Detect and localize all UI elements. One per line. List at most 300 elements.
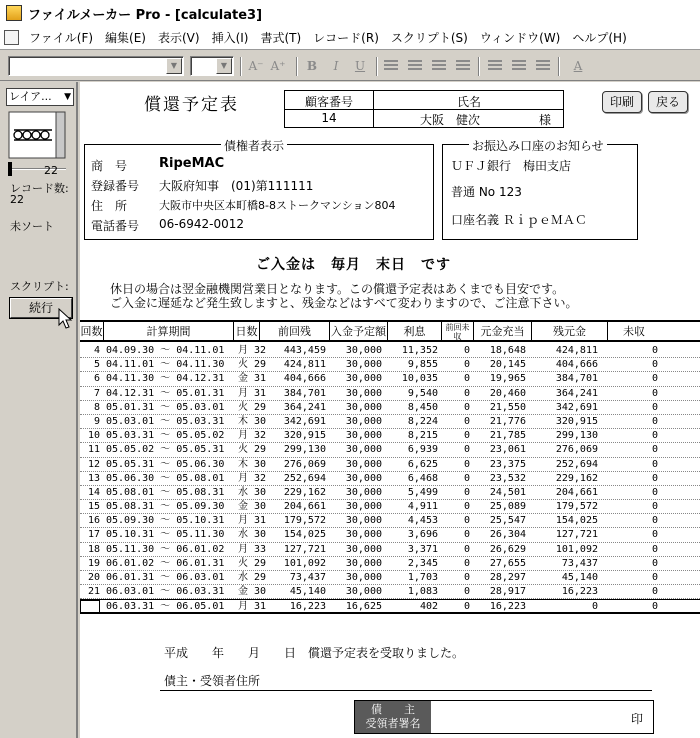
- cell-prev-unpaid: 0: [463, 572, 470, 583]
- cell-prev-unpaid: 0: [463, 586, 470, 598]
- cell-remaining: 342,691: [555, 401, 598, 413]
- cell-prev-unpaid: 0: [463, 373, 470, 385]
- cell-principal: 20,145: [489, 359, 526, 371]
- cell-period: 05.08.01 ～ 05.08.31: [106, 486, 225, 498]
- menu-records[interactable]: レコード(R): [313, 31, 379, 45]
- cell-interest: 6,625: [407, 458, 438, 470]
- customer-name-value[interactable]: 大阪 健次: [419, 113, 480, 127]
- print-button[interactable]: 印刷: [602, 91, 642, 113]
- cell-prev-balance: 424,811: [283, 359, 326, 371]
- cell-payment: 30,000: [345, 359, 382, 371]
- cell-prev-unpaid: 0: [463, 543, 470, 555]
- cell-remaining: 154,025: [555, 515, 598, 527]
- cell-interest: 402: [419, 601, 438, 613]
- cell-principal: 27,655: [489, 557, 526, 569]
- sort-status: 未ソート: [10, 220, 54, 233]
- cell-days: 32: [254, 472, 267, 484]
- cell-interest: 6,468: [407, 472, 438, 484]
- cell-days: 29: [254, 572, 267, 583]
- cell-days: 29: [254, 444, 267, 456]
- record-count-label: レコード数:: [10, 182, 69, 195]
- cell-prev-balance: 364,241: [283, 401, 326, 413]
- cell-payment: 30,000: [345, 387, 382, 399]
- cell-remaining: 45,140: [561, 572, 598, 583]
- cell-interest: 9,855: [407, 359, 438, 371]
- col-header-count: 回数: [80, 322, 104, 342]
- cell-principal: 19,965: [489, 373, 526, 385]
- cell-count: 17: [87, 529, 100, 541]
- cell-prev-balance: 299,130: [283, 444, 326, 456]
- table-row: [80, 599, 700, 613]
- cell-prev-balance: 384,701: [283, 387, 326, 399]
- cell-days: 31: [254, 515, 267, 527]
- col-header-prev-balance: 前回残: [260, 322, 330, 342]
- layout-select-label: レイア...: [9, 90, 52, 103]
- cell-principal: 24,501: [489, 486, 526, 498]
- cell-remaining: 127,721: [555, 529, 598, 541]
- title-bar: [0, 0, 700, 26]
- cell-prev-balance: 252,694: [283, 472, 326, 484]
- cell-principal: 25,089: [489, 501, 526, 513]
- cell-prev-balance: 16,223: [289, 601, 326, 613]
- account-number: 普通 No 123: [451, 185, 522, 199]
- cell-count: 6: [93, 373, 100, 385]
- cell-prev-balance: 101,092: [283, 557, 326, 569]
- cell-payment: 30,000: [345, 444, 382, 456]
- cell-unpaid: 0: [651, 472, 658, 484]
- align-right-icon[interactable]: [432, 60, 446, 72]
- cell-payment: 30,000: [345, 415, 382, 427]
- cell-unpaid: 0: [651, 345, 658, 356]
- toolbar-divider: [296, 57, 298, 76]
- cell-days: 29: [254, 359, 267, 371]
- cell-payment: 30,000: [345, 486, 382, 498]
- chevron-down-icon: ▼: [64, 92, 71, 102]
- cell-payment: 30,000: [345, 345, 382, 356]
- cell-days: 30: [254, 415, 267, 427]
- cell-count: 5: [93, 359, 100, 371]
- cell-unpaid: 0: [651, 515, 658, 527]
- table-row: [80, 528, 700, 542]
- table-row: [80, 415, 700, 429]
- text-color-button[interactable]: A: [573, 59, 583, 73]
- cell-remaining: 0: [591, 601, 598, 613]
- bank-name: ＵＦＪ銀行 梅田支店: [451, 159, 572, 173]
- col-header-remaining: 残元金: [532, 322, 608, 342]
- cell-weekday: 金: [238, 586, 248, 598]
- menu-window[interactable]: ウィンドウ(W): [479, 31, 561, 45]
- cell-weekday: 木: [238, 415, 248, 427]
- cell-prev-unpaid: 0: [463, 387, 470, 399]
- cell-days: 31: [254, 601, 267, 613]
- cell-unpaid: 0: [651, 359, 658, 371]
- customer-name-label: 氏名: [456, 95, 481, 109]
- table-row: [80, 358, 700, 372]
- cell-period: 04.11.01 ～ 04.11.30: [106, 359, 225, 371]
- cell-days: 32: [254, 345, 267, 356]
- cell-weekday: 火: [238, 401, 248, 413]
- col-header-interest: 利息: [388, 322, 442, 342]
- cell-period: 05.11.30 ～ 06.01.02: [106, 543, 225, 555]
- cell-interest: 1,703: [407, 572, 438, 583]
- cell-weekday: 金: [238, 373, 248, 385]
- signature-box: [354, 700, 654, 734]
- cell-remaining: 179,572: [555, 501, 598, 513]
- phone-value: 06-6942-0012: [159, 217, 245, 231]
- address-label: 住 所: [91, 199, 128, 213]
- cell-prev-unpaid: 0: [463, 415, 470, 427]
- bank-legend: お振込み口座のお知らせ: [469, 137, 607, 154]
- cell-principal: 16,223: [489, 601, 526, 613]
- continue-script-button[interactable]: 続行: [10, 298, 72, 318]
- cell-interest: 10,035: [401, 373, 438, 385]
- cell-prev-unpaid: 0: [463, 601, 470, 613]
- formatting-toolbar: [0, 51, 700, 81]
- cell-count: 8: [93, 401, 100, 413]
- cell-prev-balance: 229,162: [283, 486, 326, 498]
- cell-period: 05.03.31 ～ 05.05.02: [106, 430, 225, 442]
- menu-scripts[interactable]: スクリプト(S): [390, 31, 468, 45]
- cell-count: 11: [87, 444, 100, 456]
- cell-principal: 26,629: [489, 543, 526, 555]
- cell-remaining: 424,811: [555, 345, 598, 356]
- cell-unpaid: 0: [651, 529, 658, 541]
- col-header-principal: 元金充当: [474, 322, 532, 342]
- table-row: [80, 543, 700, 557]
- cell-prev-balance: 45,140: [289, 586, 326, 598]
- cell-unpaid: 0: [651, 486, 658, 498]
- cell-count: 19: [87, 557, 100, 569]
- cell-count: 18: [87, 543, 100, 555]
- account-holder: 口座名義 ＲｉｐｅＭＡＣ: [451, 213, 587, 227]
- table-row: [80, 500, 700, 514]
- phone-label: 電話番号: [91, 219, 140, 233]
- document-icon[interactable]: [4, 30, 19, 45]
- layout-select[interactable]: [6, 88, 74, 106]
- cell-principal: 21,785: [489, 430, 526, 442]
- cell-payment: 30,000: [345, 557, 382, 569]
- cell-weekday: 水: [238, 486, 248, 498]
- cell-unpaid: 0: [651, 444, 658, 456]
- cell-days: 31: [254, 387, 267, 399]
- toolbar-divider: [558, 57, 560, 76]
- cell-period: 05.05.02 ～ 05.05.31: [106, 444, 225, 456]
- cell-period: 05.10.31 ～ 05.11.30: [106, 529, 225, 541]
- line-spacing-single-icon[interactable]: [488, 60, 502, 72]
- cell-unpaid: 0: [651, 501, 658, 513]
- cell-weekday: 金: [238, 501, 248, 513]
- cell-principal: 25,547: [489, 515, 526, 527]
- toolbar-divider: [240, 57, 242, 76]
- creditor-box: [84, 139, 434, 240]
- filemaker-app-icon: [6, 5, 22, 21]
- cell-remaining: 16,223: [561, 586, 598, 598]
- menu-help[interactable]: ヘルプ(H): [572, 31, 627, 45]
- cell-payment: 16,625: [345, 601, 382, 613]
- cell-principal: 28,297: [489, 572, 526, 583]
- col-header-unpaid: 未収: [623, 325, 645, 338]
- menu-file[interactable]: ファイル(F): [29, 31, 94, 45]
- cell-payment: 30,000: [345, 501, 382, 513]
- font-size-up-icon[interactable]: A⁺: [270, 59, 286, 73]
- cell-payment: 30,000: [345, 373, 382, 385]
- cell-days: 30: [254, 458, 267, 470]
- line-spacing-double-icon[interactable]: [536, 60, 550, 72]
- toolbar-divider: [376, 57, 378, 76]
- cell-prev-unpaid: 0: [463, 529, 470, 541]
- cell-interest: 8,215: [407, 430, 438, 442]
- line-spacing-half-icon[interactable]: [512, 60, 526, 72]
- cell-principal: 23,375: [489, 458, 526, 470]
- mouse-pointer-icon: [58, 308, 76, 330]
- reg-number-value: 大阪府知事 (01)第111111: [159, 179, 314, 193]
- cell-remaining: 73,437: [561, 557, 598, 569]
- cell-days: 30: [254, 529, 267, 541]
- status-area: [0, 82, 78, 738]
- cell-remaining: 276,069: [555, 444, 598, 456]
- cell-prev-unpaid: 0: [463, 359, 470, 371]
- cell-count: 20: [87, 572, 100, 583]
- cell-payment: 30,000: [345, 458, 382, 470]
- current-record-number[interactable]: 22: [44, 164, 58, 177]
- cell-payment: 30,000: [345, 529, 382, 541]
- underline-button[interactable]: U: [354, 59, 366, 73]
- cell-count: 10: [87, 430, 100, 442]
- cell-count: 9: [93, 415, 100, 427]
- table-row: [80, 472, 700, 486]
- cell-remaining: 101,092: [555, 543, 598, 555]
- table-row: [80, 486, 700, 500]
- cell-weekday: 月: [238, 601, 248, 613]
- menu-view[interactable]: 表示(V): [157, 31, 200, 45]
- window-title: ファイルメーカー Pro - [calculate3]: [28, 7, 263, 23]
- reg-number-label: 登録番号: [91, 179, 140, 193]
- cell-remaining: 404,666: [555, 359, 598, 371]
- cell-principal: 18,648: [489, 345, 526, 356]
- cell-unpaid: 0: [651, 373, 658, 385]
- table-row: [80, 571, 700, 585]
- col-header-days: 日数: [234, 322, 260, 342]
- cell-interest: 5,499: [407, 486, 438, 498]
- cell-days: 32: [254, 430, 267, 442]
- bold-button[interactable]: B: [306, 59, 318, 73]
- cell-weekday: 水: [238, 572, 248, 583]
- cell-unpaid: 0: [651, 572, 658, 583]
- cell-count: 12: [87, 458, 100, 470]
- cell-principal: 26,304: [489, 529, 526, 541]
- italic-button[interactable]: I: [333, 59, 339, 73]
- table-row: [80, 401, 700, 415]
- cell-interest: 2,345: [407, 557, 438, 569]
- cell-remaining: 364,241: [555, 387, 598, 399]
- cell-unpaid: 0: [651, 586, 658, 598]
- divider: [373, 91, 374, 127]
- layout-content: [80, 82, 700, 738]
- cell-prev-balance: 204,661: [283, 501, 326, 513]
- cell-unpaid: 0: [651, 557, 658, 569]
- cell-period: 05.06.30 ～ 05.08.01: [106, 472, 225, 484]
- cell-days: 29: [254, 401, 267, 413]
- cell-count[interactable]: [80, 600, 100, 614]
- payment-notice-title: ご入金は 毎月 末日 です: [256, 257, 451, 273]
- cell-prev-balance: 179,572: [283, 515, 326, 527]
- cell-period: 05.03.01 ～ 05.03.31: [106, 415, 225, 427]
- cell-unpaid: 0: [651, 543, 658, 555]
- trade-name-value: RipeMAC: [159, 156, 225, 171]
- cell-prev-balance: 276,069: [283, 458, 326, 470]
- cell-payment: 30,000: [345, 472, 382, 484]
- cell-prev-balance: 443,459: [283, 345, 326, 356]
- cell-principal: 23,061: [489, 444, 526, 456]
- cell-weekday: 月: [238, 430, 248, 442]
- font-size-select[interactable]: [190, 56, 234, 76]
- menu-insert[interactable]: 挿入(I): [211, 31, 249, 45]
- cell-weekday: 火: [238, 444, 248, 456]
- cell-unpaid: 0: [651, 415, 658, 427]
- cell-interest: 8,450: [407, 401, 438, 413]
- cell-days: 30: [254, 501, 267, 513]
- cell-prev-unpaid: 0: [463, 486, 470, 498]
- align-justify-icon[interactable]: [456, 60, 470, 72]
- cell-remaining: 252,694: [555, 458, 598, 470]
- payment-notice-line-2: ご入金に遅延など発生致しますと、残金などはすべて変わりますので、ご注意下さい。: [110, 296, 578, 310]
- menu-format[interactable]: 書式(T): [260, 31, 302, 45]
- cell-count: 7: [93, 387, 100, 399]
- cell-interest: 4,453: [407, 515, 438, 527]
- cell-count: 4: [93, 345, 100, 356]
- cell-weekday: 火: [238, 557, 248, 569]
- creditor-legend: 債権者表示: [221, 137, 287, 154]
- page-title: 償還予定表: [144, 95, 239, 115]
- cell-weekday: 水: [238, 529, 248, 541]
- cell-count: 21: [87, 586, 100, 598]
- menu-edit[interactable]: 編集(E): [105, 31, 146, 45]
- cell-unpaid: 0: [651, 401, 658, 413]
- menu-bar: [0, 26, 700, 50]
- cell-payment: 30,000: [345, 572, 382, 583]
- font-select[interactable]: [8, 56, 184, 76]
- table-row: [80, 458, 700, 472]
- cell-principal: 20,460: [489, 387, 526, 399]
- slider-knob[interactable]: [8, 162, 12, 176]
- cell-prev-balance: 342,691: [283, 415, 326, 427]
- cell-prev-balance: 404,666: [283, 373, 326, 385]
- customer-no-label: 顧客番号: [304, 95, 353, 109]
- cell-unpaid: 0: [651, 458, 658, 470]
- cell-period: 04.12.31 ～ 05.01.31: [106, 387, 225, 399]
- chevron-down-icon: ▼: [166, 58, 182, 74]
- cell-principal: 28,917: [489, 586, 526, 598]
- cell-period: 04.11.30 ～ 04.12.31: [106, 373, 225, 385]
- col-header-payment: 入金予定額: [330, 322, 388, 342]
- cell-period: 06.01.31 ～ 06.03.01: [106, 572, 225, 583]
- cell-prev-unpaid: 0: [463, 458, 470, 470]
- customer-info-table: [284, 90, 564, 128]
- align-left-icon[interactable]: [384, 60, 398, 72]
- cell-days: 33: [254, 543, 267, 555]
- cell-period: 06.03.31 ～ 06.05.01: [106, 601, 225, 613]
- book-icon[interactable]: [8, 110, 66, 160]
- cell-prev-unpaid: 0: [463, 515, 470, 527]
- cell-interest: 1,083: [407, 586, 438, 598]
- cell-unpaid: 0: [651, 430, 658, 442]
- schedule-table-header: [80, 320, 700, 342]
- cell-days: 31: [254, 373, 267, 385]
- record-count: 22: [10, 193, 24, 206]
- cell-unpaid: 0: [651, 601, 658, 613]
- cell-prev-unpaid: 0: [463, 345, 470, 356]
- cell-period: 05.01.31 ～ 05.03.01: [106, 401, 225, 413]
- cell-weekday: 月: [238, 472, 248, 484]
- table-row: [80, 585, 700, 599]
- cell-remaining: 229,162: [555, 472, 598, 484]
- creditor-address-label: 債主・受領者住所: [164, 674, 261, 688]
- signature-label-line-2: 受領者署名: [365, 717, 421, 730]
- cell-weekday: 月: [238, 387, 248, 399]
- cell-payment: 30,000: [345, 586, 382, 598]
- cell-remaining: 320,915: [555, 415, 598, 427]
- cell-interest: 9,540: [407, 387, 438, 399]
- table-row: [80, 387, 700, 401]
- col-header-period: 計算期間: [104, 322, 234, 342]
- cell-period: 05.05.31 ～ 05.06.30: [106, 458, 225, 470]
- font-size-down-icon[interactable]: A⁻: [248, 59, 264, 73]
- cell-weekday: 木: [238, 458, 248, 470]
- cell-prev-balance: 73,437: [289, 572, 326, 583]
- cell-payment: 30,000: [345, 401, 382, 413]
- cell-period: 06.03.01 ～ 06.03.31: [106, 586, 225, 598]
- cell-count: 15: [87, 501, 100, 513]
- signature-label: [355, 701, 431, 733]
- cell-period: 05.08.31 ～ 05.09.30: [106, 501, 225, 513]
- cell-interest: 3,696: [407, 529, 438, 541]
- table-row: [80, 344, 700, 358]
- toolbar-divider: [478, 57, 480, 76]
- cell-principal: 23,532: [489, 472, 526, 484]
- cell-prev-unpaid: 0: [463, 430, 470, 442]
- honorific: 様: [538, 113, 551, 127]
- cell-interest: 8,224: [407, 415, 438, 427]
- cell-prev-balance: 320,915: [283, 430, 326, 442]
- payment-notice-line-1: 休日の場合は翌金融機関営業日となります。この償還予定表はあくまでも目安です。: [110, 282, 565, 296]
- cell-weekday: 火: [238, 359, 248, 371]
- back-button[interactable]: 戻る: [648, 91, 688, 113]
- cell-prev-unpaid: 0: [463, 401, 470, 413]
- cell-principal: 21,776: [489, 415, 526, 427]
- signature-label-line-1: 債 主: [371, 703, 415, 716]
- cell-remaining: 384,701: [555, 373, 598, 385]
- cell-payment: 30,000: [345, 430, 382, 442]
- table-row: [80, 429, 700, 443]
- cell-days: 30: [254, 586, 267, 598]
- cell-payment: 30,000: [345, 543, 382, 555]
- cell-prev-unpaid: 0: [463, 444, 470, 456]
- cell-count: 13: [87, 472, 100, 484]
- cell-prev-unpaid: 0: [463, 557, 470, 569]
- cell-weekday: 月: [238, 515, 248, 527]
- cell-remaining: 299,130: [555, 430, 598, 442]
- cell-count: 14: [87, 486, 100, 498]
- bank-box: [442, 139, 638, 240]
- cell-period: 06.01.02 ～ 06.01.31: [106, 557, 225, 569]
- customer-no-value[interactable]: 14: [321, 111, 337, 125]
- cell-interest: 11,352: [401, 345, 438, 356]
- cell-weekday: 月: [238, 345, 248, 356]
- script-label: スクリプト:: [10, 280, 69, 293]
- table-row: [80, 557, 700, 571]
- cell-period: 04.09.30 ～ 04.11.01: [106, 345, 225, 356]
- align-center-icon[interactable]: [408, 60, 422, 72]
